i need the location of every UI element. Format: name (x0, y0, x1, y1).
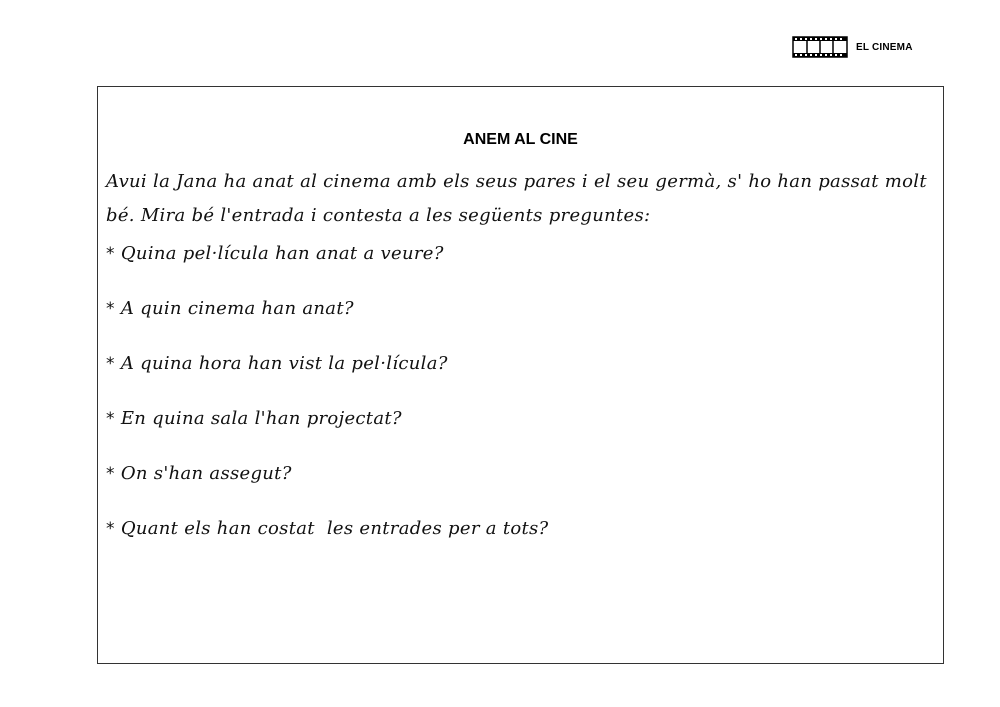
question-text: A quin cinema han anat? (120, 298, 354, 319)
question-item (106, 463, 549, 518)
worksheet-intro: Avui la Jana ha anat al cinema amb els seus pares i el seu germà, s' ho han passat molt bé. Mira bé l'entrada i contesta a les següents preguntes: (106, 171, 927, 226)
question-item (106, 408, 549, 463)
film-strip-icon (792, 36, 848, 58)
bullet-asterisk: * (106, 409, 115, 429)
question-text: Quant els han costat les entrades per a tots? (120, 518, 549, 539)
question-item (106, 298, 549, 353)
question-text: En quina sala l'han projectat? (120, 408, 402, 429)
worksheet-frame (97, 86, 944, 664)
question-list (106, 243, 549, 573)
question-text: Quina pel·lícula han anat a veure? (120, 243, 444, 264)
question-item (106, 243, 549, 298)
question-item (106, 518, 549, 573)
bullet-asterisk: * (106, 464, 115, 484)
question-item (106, 353, 549, 408)
bullet-asterisk: * (106, 244, 115, 264)
question-text: On s'han assegut? (120, 463, 292, 484)
question-text: A quina hora han vist la pel·lícula? (120, 353, 448, 374)
bullet-asterisk: * (106, 354, 115, 374)
header-badge (792, 36, 913, 58)
bullet-asterisk: * (106, 519, 115, 539)
worksheet-title: ANEM AL CINE (463, 131, 578, 148)
bullet-asterisk: * (106, 299, 115, 319)
header-label: EL CINEMA (856, 41, 913, 53)
